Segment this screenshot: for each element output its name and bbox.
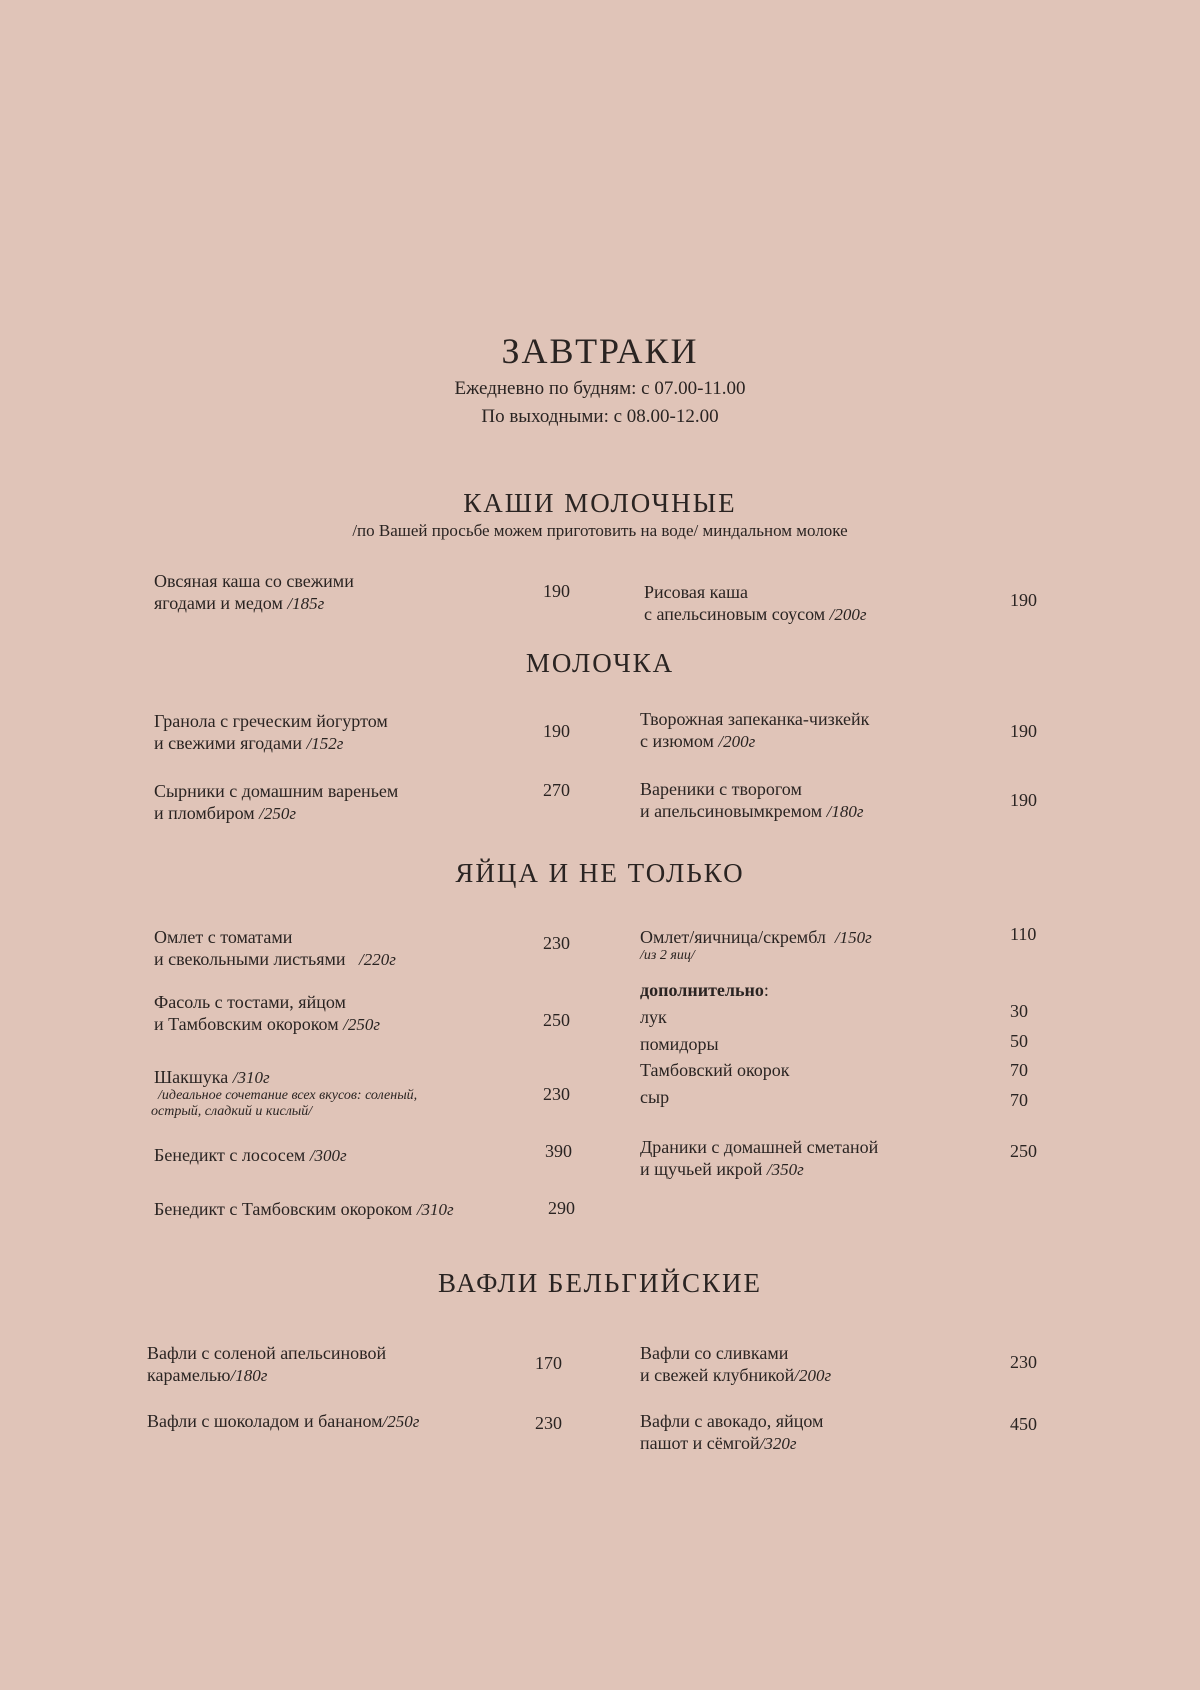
extra-item-name: Тамбовский окорок	[640, 1060, 790, 1080]
extra-item-name: сыр	[640, 1087, 670, 1107]
extra-item-price: 50	[1010, 1031, 1028, 1051]
page-title: ЗАВТРАКИ	[501, 331, 699, 371]
menu-item-benedict-ham	[154, 1198, 454, 1221]
hours-weekends: По выходными: с 08.00-12.00	[481, 406, 719, 427]
menu-item-waffle-chocolate	[147, 1410, 419, 1433]
item-price: 190	[543, 721, 570, 741]
item-price: 190	[1010, 790, 1037, 810]
item-price: 450	[1010, 1414, 1037, 1434]
item-price: 390	[545, 1141, 572, 1161]
item-name: Омлет с томатами	[154, 927, 293, 947]
menu-item-rice	[644, 581, 867, 626]
item-weight: /200г	[718, 732, 756, 751]
menu-item-oatmeal	[154, 570, 354, 615]
item-description: /идеальное сочетание всех вкусов: соленый,	[158, 1088, 418, 1103]
section-title-eggs: ЯЙЦА И НЕ ТОЛЬКО	[455, 858, 745, 888]
item-price: 230	[535, 1413, 562, 1433]
section-note-porridge: /по Вашей просьбе можем приготовить на воде/ миндальном молоке	[352, 521, 848, 540]
item-name: Гранола с греческим йогуртом	[154, 711, 388, 731]
item-name: Вафли с авокадо, яйцом	[640, 1411, 824, 1431]
item-price: 170	[535, 1353, 562, 1373]
item-weight: /250г	[259, 804, 296, 823]
item-price: 250	[1010, 1141, 1037, 1161]
item-name: и щучьей икрой	[640, 1159, 763, 1179]
item-weight: /150г	[834, 928, 872, 947]
extras-colon: :	[763, 980, 769, 1000]
item-name: ягодами и медом	[154, 593, 283, 613]
hours-weekdays: Ежедневно по будням: с 07.00-11.00	[454, 378, 746, 399]
section-title-dairy: МОЛОЧКА	[525, 648, 675, 678]
item-name: пашот и сёмгой	[640, 1433, 760, 1453]
menu-item-eggs	[640, 926, 872, 949]
item-name: Бенедикт с лососем	[154, 1145, 306, 1165]
item-weight: /200г	[794, 1366, 832, 1385]
menu-item-casserole	[640, 708, 869, 753]
item-price: 190	[543, 581, 570, 601]
item-name: Творожная запеканка-чизкейк	[640, 709, 870, 729]
item-name: Бенедикт с Тамбовским окороком	[154, 1199, 413, 1219]
menu-item-granola	[154, 710, 388, 755]
item-weight: /310г	[232, 1068, 270, 1087]
item-price: 190	[1010, 590, 1037, 610]
item-weight: /300г	[309, 1146, 347, 1165]
extra-item-name: лук	[640, 1007, 667, 1027]
item-price: 230	[543, 1084, 570, 1104]
menu-item-waffle-cream	[640, 1342, 831, 1387]
item-name: Драники с домашней сметаной	[640, 1137, 879, 1157]
item-name: Шакшука	[154, 1067, 229, 1087]
item-name: Вареники с творогом	[640, 779, 802, 799]
menu-item-waffle-caramel	[147, 1342, 386, 1387]
menu-item-beans	[154, 991, 380, 1036]
item-weight: /320г	[759, 1434, 797, 1453]
item-name: Омлет/яичница/скрембл	[640, 927, 826, 947]
menu-item-shakshuka	[154, 1066, 270, 1089]
extras-heading	[640, 979, 769, 1001]
item-price: 230	[1010, 1352, 1037, 1372]
item-weight: /220г	[359, 950, 396, 969]
item-price: 270	[543, 780, 570, 800]
menu-item-waffle-avocado	[640, 1410, 823, 1455]
extra-item-price: 70	[1010, 1090, 1028, 1110]
item-price: 250	[543, 1010, 570, 1030]
extras-title: дополнительно	[640, 980, 764, 1000]
item-weight: /152г	[306, 734, 344, 753]
item-name: и Тамбовским окороком	[154, 1014, 339, 1034]
item-name: Вафли с шоколадом и бананом	[147, 1411, 383, 1431]
item-name: и свежей клубникой	[640, 1365, 795, 1385]
item-price: 230	[543, 933, 570, 953]
section-title-porridge: КАШИ МОЛОЧНЫЕ	[463, 488, 737, 518]
item-weight: /200г	[829, 605, 867, 624]
menu-item-benedict-salmon	[154, 1144, 347, 1167]
item-name: и свекольными листьями	[154, 949, 346, 969]
menu-item-syrniki	[154, 780, 398, 825]
item-weight: /185г	[287, 594, 325, 613]
item-price: 190	[1010, 721, 1037, 741]
item-description: острый, сладкий и кислый/	[151, 1104, 313, 1119]
item-weight: /180г	[826, 802, 864, 821]
item-name: Фасоль с тостами, яйцом	[154, 992, 346, 1012]
item-price: 110	[1010, 924, 1037, 944]
item-name: Вафли с соленой апельсиновой	[147, 1343, 387, 1363]
extra-item-price: 30	[1010, 1001, 1028, 1021]
item-price: 290	[548, 1198, 575, 1218]
extra-item-price: 70	[1010, 1060, 1028, 1080]
menu-item-draniki	[640, 1136, 878, 1181]
item-weight: /310г	[416, 1200, 454, 1219]
item-name: с апельсиновым соусом	[644, 604, 826, 624]
item-name: карамелью	[147, 1365, 231, 1385]
menu-item-omelet-tomato	[154, 926, 396, 971]
item-name: Рисовая каша	[644, 582, 748, 602]
item-name: с изюмом	[640, 731, 714, 751]
item-weight: /350г	[766, 1160, 804, 1179]
item-name: Вафли со сливками	[640, 1343, 789, 1363]
item-weight: /180г	[230, 1366, 268, 1385]
item-name: и пломбиром	[154, 803, 255, 823]
section-title-waffles: ВАФЛИ БЕЛЬГИЙСКИЕ	[437, 1268, 763, 1298]
item-name: Овсяная каша со свежими	[154, 571, 354, 591]
item-description: /из 2 яиц/	[640, 948, 695, 963]
item-weight: /250г	[382, 1412, 420, 1431]
item-name: и апельсиновымкремом	[640, 801, 823, 821]
item-weight: /250г	[343, 1015, 380, 1034]
item-name: Сырники с домашним вареньем	[154, 781, 399, 801]
item-name: и свежими ягодами	[154, 733, 302, 753]
extra-item-name: помидоры	[640, 1034, 719, 1054]
menu-item-vareniki	[640, 778, 863, 823]
